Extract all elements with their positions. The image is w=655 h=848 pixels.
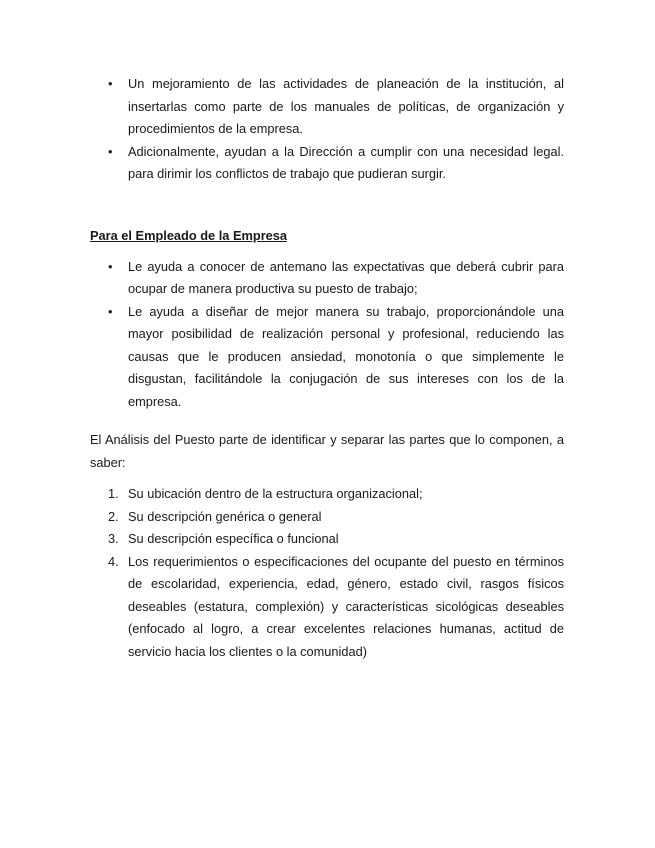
- employee-section: [90, 225, 564, 413]
- item-text: Su ubicación dentro de la estructura organizacional;: [128, 486, 423, 501]
- top-bullet-list: [90, 73, 564, 186]
- list-item: • Le ayuda a conocer de antemano las expectativas que deberá cubrir para ocupar de manera productiva su puesto de trabajo;: [90, 256, 564, 301]
- analysis-section: [90, 429, 564, 663]
- item-text: Los requerimientos o especificaciones del ocupante del puesto en términos de escolaridad, experiencia, edad, género, estado civil, rasgos físicos deseables (estatura, complexión) y características sicológicas deseables (enfocado al logro, a crear excelentes relaciones humanas, actitud de servicio hacia los clientes o la comunidad): [128, 553, 564, 659]
- item-number: 3.: [108, 531, 119, 546]
- item-number: 1.: [108, 486, 119, 501]
- analysis-numbered-list: [90, 483, 564, 663]
- section-heading: Para el Empleado de la Empresa: [90, 228, 288, 243]
- item-text: Su descripción genérica o general: [128, 508, 322, 524]
- employee-bullet-list: [90, 256, 564, 414]
- list-item: • Adicionalmente, ayudan a la Dirección a cumplir con una necesidad legal. para dirimir los conflictos de trabajo que pudieran surgir.: [90, 141, 564, 186]
- item-number: 2.: [108, 508, 119, 524]
- list-item: [90, 506, 564, 529]
- list-item: • Le ayuda a diseñar de mejor manera su trabajo, proporcionándole una mayor posibilidad de realización personal y profesional, reduciendo las causas que le producen ansiedad, monotonía o que simplemente le disgustan, facilitándole la conjugación de sus intereses con los de la empresa.: [90, 301, 564, 414]
- list-item: [90, 528, 564, 551]
- item-number: 4.: [108, 553, 119, 569]
- list-item: • Un mejoramiento de las actividades de planeación de la institución, al insertarlas como parte de los manuales de políticas, de organización y procedimientos de la empresa.: [90, 73, 564, 141]
- top-bullet-section: [90, 73, 564, 186]
- item-text: Su descripción específica o funcional: [128, 531, 339, 546]
- list-item: [90, 483, 564, 506]
- analysis-intro: El Análisis del Puesto parte de identificar y separar las partes que lo componen, a saber:: [90, 432, 564, 470]
- list-item: [90, 551, 564, 664]
